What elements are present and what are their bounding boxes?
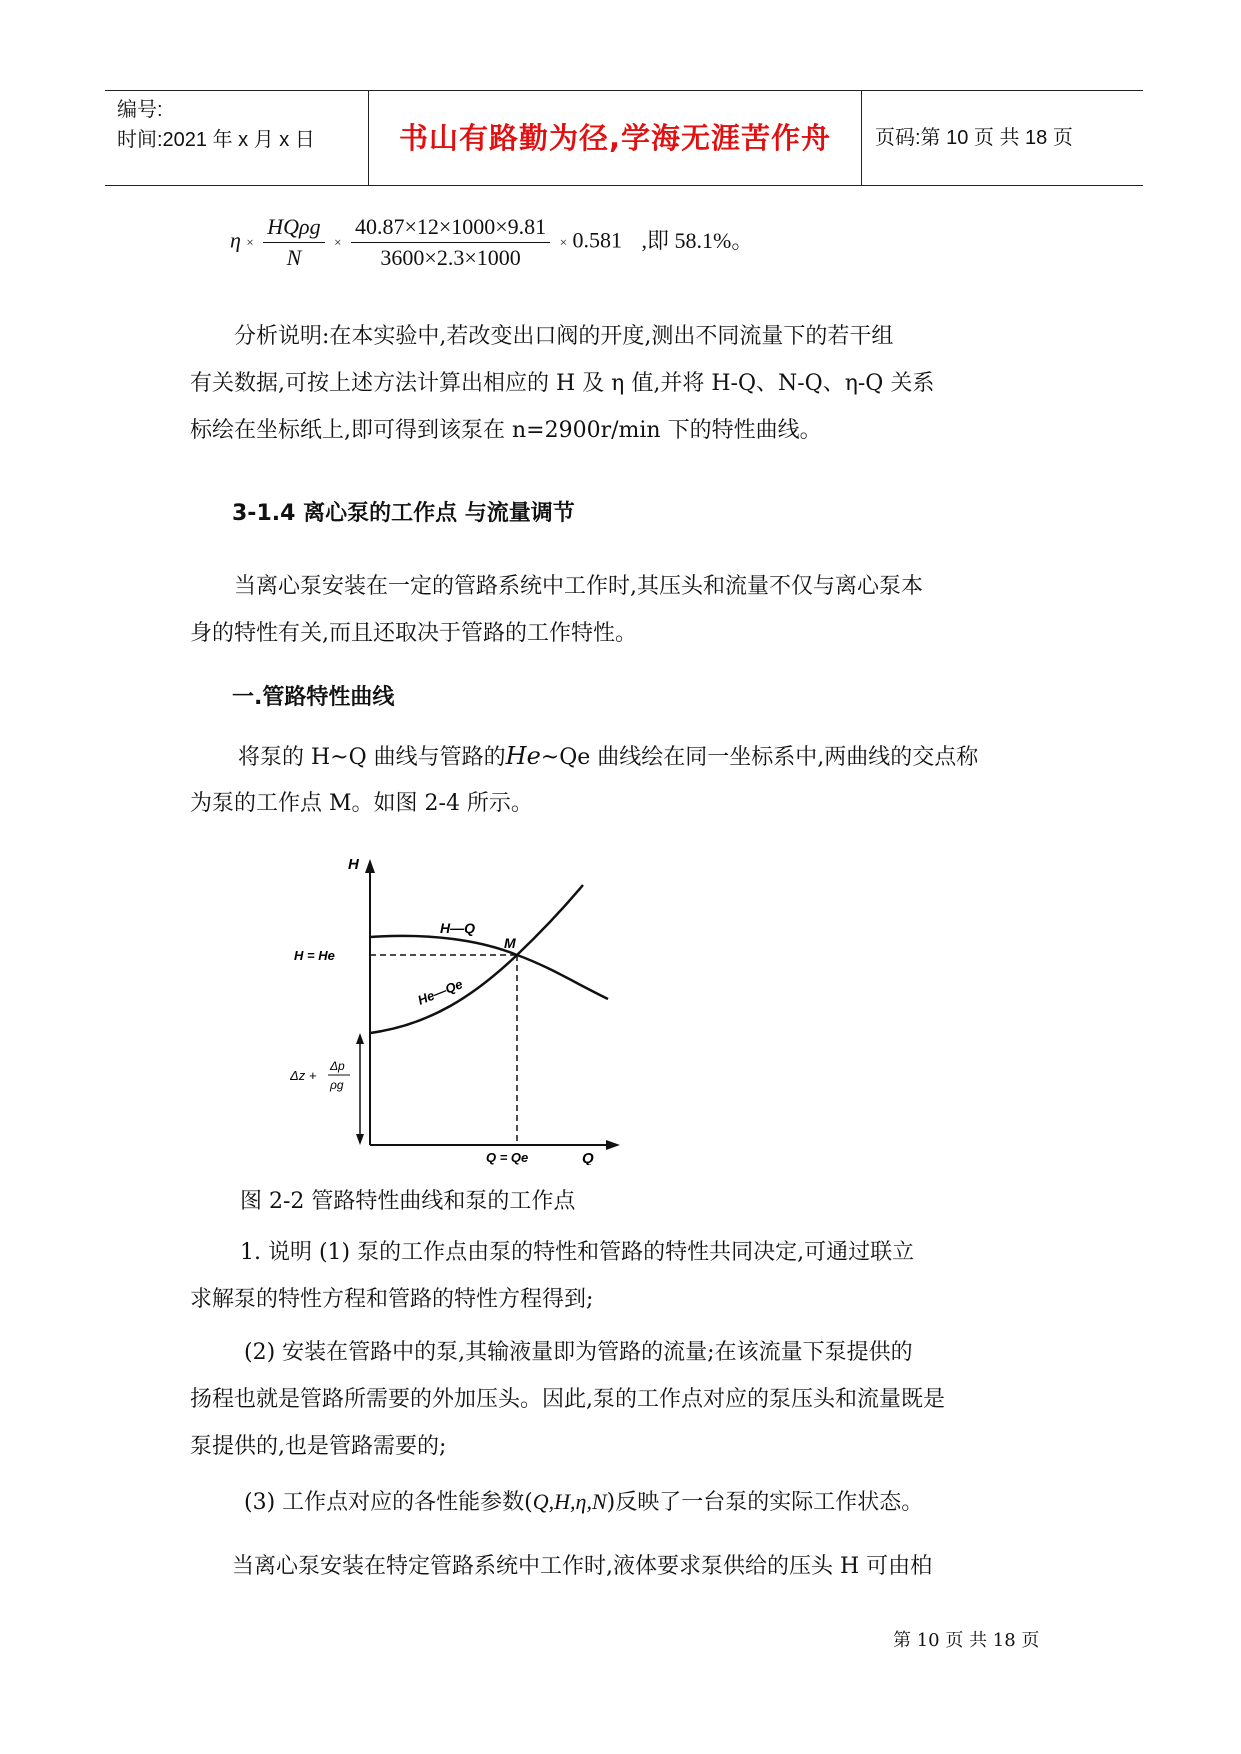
text-line: 1. 说明 (1) 泵的工作点由泵的特性和管路的特性共同决定,可通过联立	[240, 1240, 915, 1265]
equals-marker: ×	[246, 234, 254, 250]
header-page-label: 页码:第 10 页 共 18 页	[875, 127, 1073, 149]
dimension-arrow	[356, 1033, 364, 1044]
page-header	[105, 90, 1143, 186]
text-line: 有关数据,可按上述方法计算出相应的 H 及 η 值,并将 H-Q、N-Q、η-Q 关系	[190, 371, 935, 396]
text-line: 泵提供的,也是管路需要的;	[190, 1434, 447, 1459]
parameter-symbols: Q,H,η,N	[532, 1489, 607, 1514]
text-line: 当离心泵安装在特定管路系统中工作时,液体要求泵供给的压头 H 可由柏	[232, 1554, 933, 1579]
text-line: 分析说明:在本实验中,若改变出口阀的开度,测出不同流量下的若干组	[234, 324, 894, 349]
text-line: 为泵的工作点 M。如图 2-4 所示。	[190, 791, 533, 816]
text-line	[244, 1478, 923, 1526]
q-axis-arrow	[606, 1140, 620, 1150]
text-segment: )反映了一台泵的实际工作状态。	[606, 1490, 924, 1515]
text-line: 当离心泵安装在一定的管路系统中工作时,其压头和流量不仅与离心泵本	[234, 574, 923, 599]
h-axis-arrow	[365, 859, 375, 873]
subsection-heading: 一.管路特性曲线	[232, 685, 395, 710]
fraction-numerator: HQρg	[263, 212, 324, 243]
equals-marker: ×	[334, 234, 342, 250]
text-segment: ~Qe 曲线绘在同一坐标系中,两曲线的交点称	[540, 745, 979, 770]
text-line: 扬程也就是管路所需要的外加压头。因此,泵的工作点对应的泵压头和流量既是	[190, 1387, 945, 1412]
q-axis-label: Q	[582, 1150, 594, 1165]
number-label: 编号:	[117, 99, 163, 121]
text-line: (2) 安装在管路中的泵,其输液量即为管路的流量;在该流量下泵提供的	[244, 1340, 913, 1365]
formula-result: 0.581	[572, 227, 623, 253]
hq-curve-label: H—Q	[440, 920, 475, 936]
efficiency-formula	[230, 212, 753, 273]
header-divider	[861, 91, 862, 185]
text-segment: 将泵的 H~Q 曲线与管路的	[238, 745, 506, 770]
heqe-curve-label: He—Qe	[415, 976, 465, 1008]
paragraph-analysis	[190, 313, 1070, 360]
figure-caption: 图 2-2 管路特性曲线和泵的工作点	[240, 1189, 576, 1214]
header-info	[117, 95, 315, 155]
q-eq-label: Q = Qe	[486, 1150, 529, 1165]
eta-symbol: η	[230, 227, 241, 253]
fraction-denominator: N	[286, 245, 302, 270]
hq-curve	[370, 936, 608, 999]
dz-label: Δz +	[290, 1068, 317, 1083]
dp-denominator: ρg	[330, 1078, 344, 1092]
formula-tail: ,即 58.1%。	[641, 227, 754, 253]
text-line: 求解泵的特性方程和管路的特性方程得到;	[190, 1287, 594, 1312]
fraction-denominator: 3600×2.3×1000	[380, 245, 521, 270]
dimension-arrow	[356, 1134, 364, 1145]
heqe-curve	[370, 885, 583, 1033]
fraction-numerator: 40.87×12×1000×9.81	[351, 212, 550, 243]
text-segment: (3) 工作点对应的各性能参数(	[244, 1490, 533, 1515]
formula-fraction	[351, 212, 550, 273]
text-line: 身的特性有关,而且还取决于管路的工作特性。	[190, 621, 637, 646]
formula-fraction	[263, 212, 324, 273]
m-point-label: M	[504, 935, 516, 951]
text-line	[238, 733, 978, 781]
he-symbol: He	[505, 742, 541, 770]
section-heading: 3-1.4 离心泵的工作点 与流量调节	[232, 501, 575, 526]
h-axis-label: H	[348, 856, 359, 873]
text-line: 标绘在坐标纸上,即可得到该泵在 n=2900r/min 下的特性曲线。	[190, 418, 822, 443]
time-label: 时间:2021 年 x 月 x 日	[117, 129, 315, 151]
dp-numerator: Δp	[330, 1059, 345, 1073]
pump-operating-point-figure	[290, 855, 630, 1165]
equals-marker: ×	[559, 234, 568, 250]
header-motto: 书山有路勤为径,学海无涯苦作舟	[398, 121, 832, 155]
page-footer: 第 10 页 共 18 页	[893, 1630, 1040, 1651]
h-eq-label: H = He	[294, 948, 335, 963]
